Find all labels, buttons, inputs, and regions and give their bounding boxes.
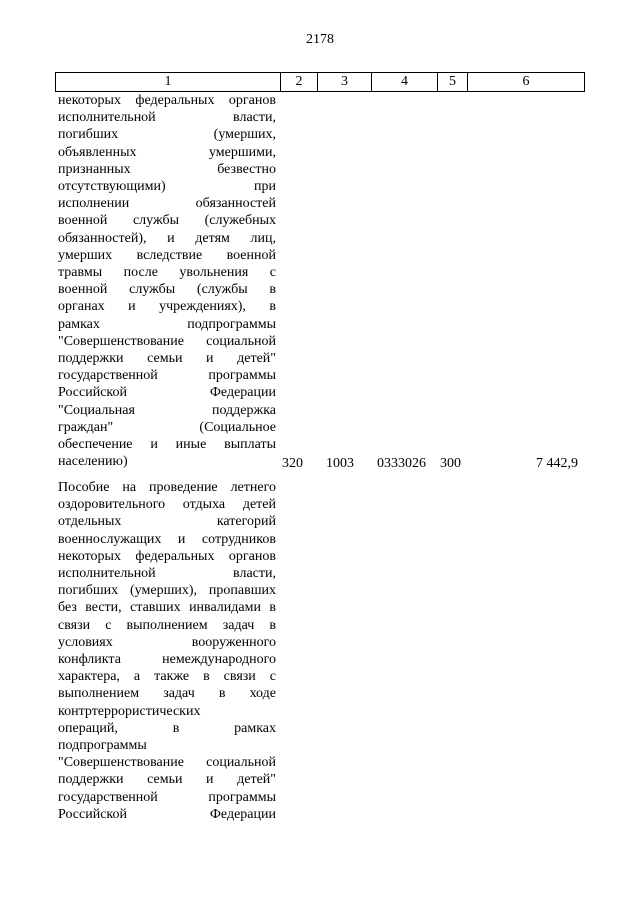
header-col-5: 5 [437,73,467,91]
name-line: Пособие на проведение летнего [58,480,276,495]
name-line: операций, в рамках [58,720,276,736]
name-line: рамках подпрограммы [58,316,276,332]
row-2-name [58,479,276,823]
name-line: без вести, ставших инвалидами в [58,600,276,616]
name-line: Российской Федерации [58,385,276,401]
name-line: некоторых федеральных органов [58,548,276,564]
name-line: признанных безвестно [58,161,276,177]
name-line: "Совершенствование социальной [58,755,276,771]
header-col-4: 4 [371,73,437,91]
name-line: контртеррористических [58,703,201,719]
header-col-6: 6 [467,73,585,91]
name-line: поддержки семьи и детей" [58,772,276,788]
name-line: выполнением задач в ходе [58,686,276,702]
row-1-col-3: 1003 [326,456,354,471]
name-line: военной службы (службы в [58,282,276,298]
name-line: исполнительной власти, [58,110,276,126]
name-line: "Совершенствование социальной [58,333,276,349]
name-line: поддержки семьи и детей" [58,351,276,367]
name-line: характера, а также в связи с [58,669,276,685]
header-col-1: 1 [55,73,280,91]
name-line: военнослужащих и сотрудников [58,531,276,547]
name-line: конфликта немеждународного [58,652,276,668]
name-line: отдельных категорий [58,514,276,530]
name-line: обеспечение и иные выплаты [58,437,276,453]
name-line: связи с выполнением задач в [58,617,276,633]
row-1-col-6: 7 442,9 [536,456,578,471]
row-1-col-5: 300 [440,456,461,471]
name-line: военной службы (служебных [58,213,276,229]
row-1-col-2: 320 [282,456,303,471]
row-1-name [58,92,276,470]
name-line: условиях вооруженного [58,634,276,650]
name-line: граждан" (Социальное [58,419,276,435]
name-line: Российской Федерации [58,806,276,822]
name-line: исполнении обязанностей [58,196,276,212]
name-line: государственной программы [58,789,276,805]
name-line: некоторых федеральных органов [58,93,276,108]
name-line: умерших вследствие военной [58,247,276,263]
name-line: погибших (умерших), пропавших [58,583,276,599]
name-line: погибших (умерших, [58,127,276,143]
table-header [55,72,585,92]
name-line: подпрограммы [58,738,147,754]
name-line: травмы после увольнения с [58,265,276,281]
name-line: исполнительной власти, [58,566,276,582]
row-1-col-4: 0333026 [377,456,426,471]
page-number: 2178 [306,32,334,47]
header-col-2: 2 [280,73,317,91]
name-line: отсутствующими) при [58,179,276,195]
name-line: населению) [58,454,128,470]
name-line: органах и учреждениях), в [58,299,276,315]
name-line: обязанностей), и детям лиц, [58,230,276,246]
name-line: объявленных умершими, [58,144,276,160]
name-line: оздоровительного отдыха детей [58,497,276,513]
header-col-3: 3 [317,73,371,91]
name-line: государственной программы [58,368,276,384]
name-line: "Социальная поддержка [58,402,276,418]
